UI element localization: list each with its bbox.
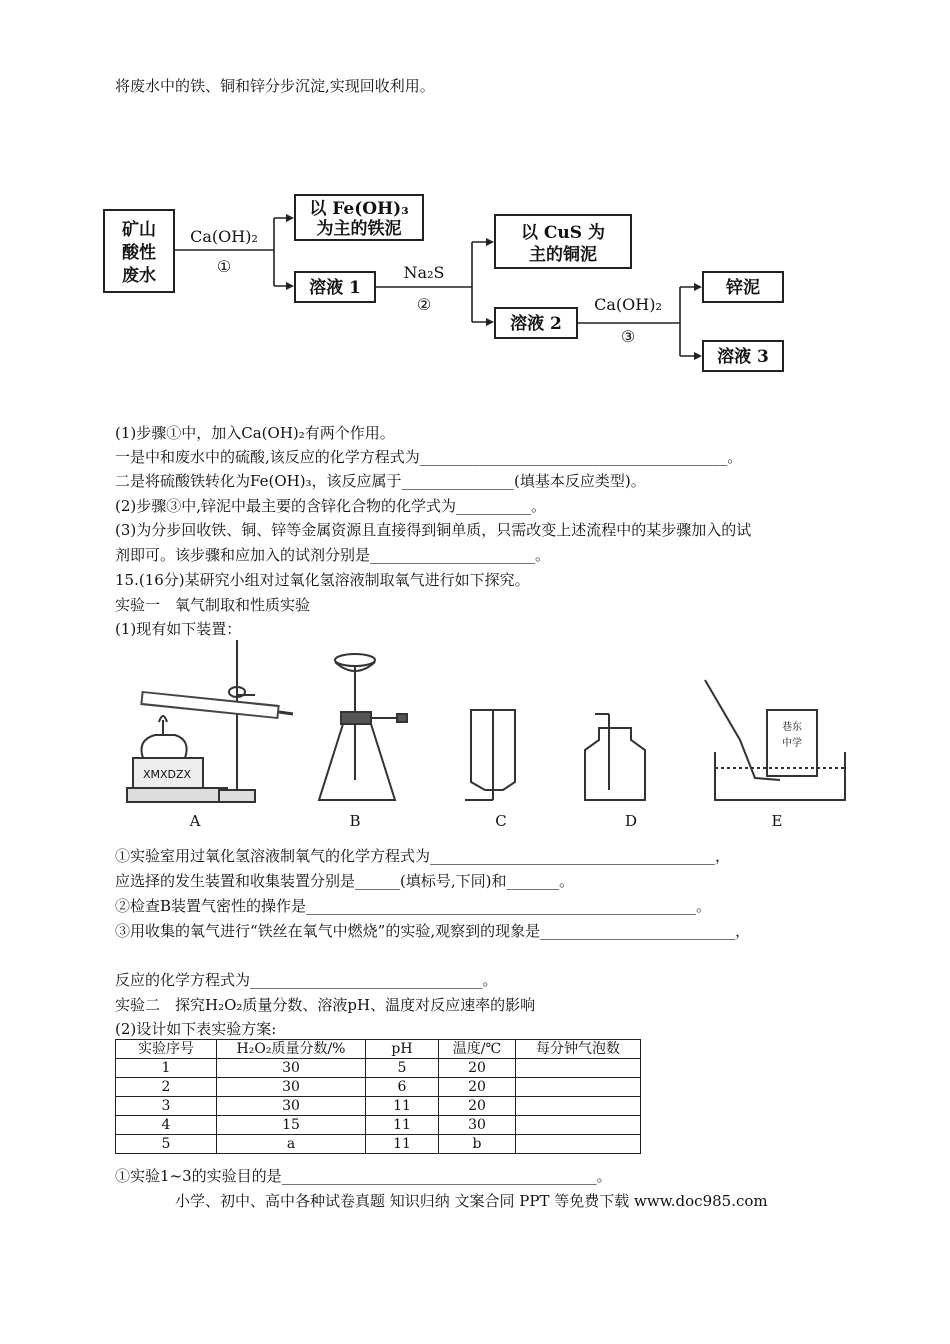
col-header: pH: [366, 1040, 439, 1059]
table-cell: [516, 1116, 641, 1135]
table-row: [116, 1135, 641, 1154]
q14-part3-cont: 剂即可。该步骤和应加入的试剂分别是______________________。: [115, 546, 551, 564]
table-row: [116, 1097, 641, 1116]
table-cell: 4: [116, 1116, 217, 1135]
step-1-label: ①: [216, 257, 232, 276]
table-cell: 11: [366, 1135, 439, 1154]
apparatus-figure: [115, 640, 850, 835]
start-text-1: 矿山: [122, 220, 156, 240]
table-row: [116, 1078, 641, 1097]
page-footer: 小学、初中、高中各种试卷真题 知识归纳 文案合同 PPT 等免费下载 www.doc985.com: [175, 1192, 768, 1210]
apparatus-label-c: C: [495, 812, 507, 830]
table-row: [116, 1116, 641, 1135]
experiment-1-heading: 实验一 氧气制取和性质实验: [115, 596, 311, 614]
intro-text: 将废水中的铁、铜和锌分步沉淀,实现回收利用。: [115, 77, 435, 95]
q14-part1-b: 二是将硫酸铁转化为Fe(OH)₃，该反应属于_______________(填基本反应类型)。: [115, 472, 646, 490]
start-text-3: 废水: [122, 266, 156, 286]
solution-3-text: 溶液 3: [717, 347, 769, 367]
col-header: 实验序号: [116, 1040, 217, 1059]
table-cell: [516, 1097, 641, 1116]
q14-part3: (3)为分步回收铁、铜、锌等金属资源且直接得到铜单质，只需改变上述流程中的某步骤加入的试: [115, 521, 752, 539]
col-header: 每分钟气泡数: [516, 1040, 641, 1059]
table-cell: 2: [116, 1078, 217, 1097]
q15-1-3b: 反应的化学方程式为_______________________________。: [115, 971, 498, 989]
table-cell: 11: [366, 1097, 439, 1116]
table-cell: 5: [366, 1059, 439, 1078]
q15-1-3: ③用收集的氧气进行“铁丝在氧气中燃烧”的实验,观察到的现象是__________________________，: [115, 922, 751, 940]
process-flowchart: [102, 190, 790, 372]
reagent-3-label: Ca(OH)₂: [594, 295, 662, 314]
stand-label: XMXDZX: [142, 768, 192, 781]
table-header-row: [116, 1040, 641, 1059]
copper-mud-text-1: 以 CuS 为: [520, 223, 606, 243]
table-cell: 6: [366, 1078, 439, 1097]
experiment-2-heading: 实验二 探究H₂O₂质量分数、溶液pH、温度对反应速率的影响: [115, 996, 536, 1014]
apparatus-label-b: B: [349, 812, 361, 830]
q15-1-2: ②检查B装置气密性的操作是____________________________________________________。: [115, 897, 712, 915]
copper-mud-text-2: 主的铜泥: [529, 245, 597, 265]
experiment-table: [115, 1039, 641, 1154]
table-cell: 5: [116, 1135, 217, 1154]
start-text-2: 酸性: [122, 243, 156, 263]
q15-title: 15.(16分)某研究小组对过氧化氢溶液制取氧气进行如下探究。: [115, 571, 530, 589]
q15-1-1: ①实验室用过氧化氢溶液制氧气的化学方程式为______________________________________，: [115, 847, 731, 865]
jar-label-1: 巷东: [782, 722, 802, 733]
jar-label-2: 中学: [782, 738, 802, 749]
q14-part1: (1)步骤①中，加入Ca(OH)₂有两个作用。: [115, 424, 395, 442]
q15-part2-intro: (2)设计如下表实验方案:: [115, 1020, 277, 1038]
table-cell: 1: [116, 1059, 217, 1078]
table-cell: 20: [439, 1059, 516, 1078]
iron-mud-text-2: 为主的铁泥: [316, 219, 402, 239]
table-cell: 20: [439, 1097, 516, 1116]
q15-1-1b: 应选择的发生装置和收集装置分别是______(填标号,下同)和_______。: [115, 872, 574, 890]
table-cell: 30: [217, 1078, 366, 1097]
table-cell: a: [217, 1135, 366, 1154]
table-cell: 30: [217, 1059, 366, 1078]
q15-2-1: ①实验1~3的实验目的是__________________________________________。: [115, 1167, 612, 1185]
table-cell: 11: [366, 1116, 439, 1135]
table-cell: 3: [116, 1097, 217, 1116]
table-cell: 20: [439, 1078, 516, 1097]
table-row: [116, 1059, 641, 1078]
solution-2-text: 溶液 2: [510, 314, 562, 334]
apparatus-label-a: A: [189, 812, 201, 830]
col-header: H₂O₂质量分数/%: [217, 1040, 366, 1059]
table-cell: b: [439, 1135, 516, 1154]
step-3-label: ③: [620, 327, 636, 346]
apparatus-label-d: D: [624, 812, 638, 830]
table-cell: 15: [217, 1116, 366, 1135]
table-cell: 30: [439, 1116, 516, 1135]
q14-part2: (2)步骤③中,锌泥中最主要的含锌化合物的化学式为__________。: [115, 497, 547, 515]
table-cell: [516, 1059, 641, 1078]
q14-part1-a: 一是中和废水中的硫酸,该反应的化学方程式为_________________________________________。: [115, 448, 743, 466]
col-header: 温度/℃: [439, 1040, 516, 1059]
table-cell: [516, 1135, 641, 1154]
iron-mud-text-1: 以 Fe(OH)₃: [309, 199, 409, 219]
table-cell: 30: [217, 1097, 366, 1116]
table-cell: [516, 1078, 641, 1097]
zinc-mud-text: 锌泥: [726, 278, 760, 298]
solution-1-text: 溶液 1: [309, 278, 361, 298]
reagent-2-label: Na₂S: [403, 263, 445, 282]
stand-base: [127, 788, 227, 802]
step-2-label: ②: [416, 295, 432, 314]
q15-part1-intro: (1)现有如下装置：: [115, 620, 242, 638]
reagent-1-label: Ca(OH)₂: [190, 227, 258, 246]
apparatus-label-e: E: [771, 812, 783, 830]
